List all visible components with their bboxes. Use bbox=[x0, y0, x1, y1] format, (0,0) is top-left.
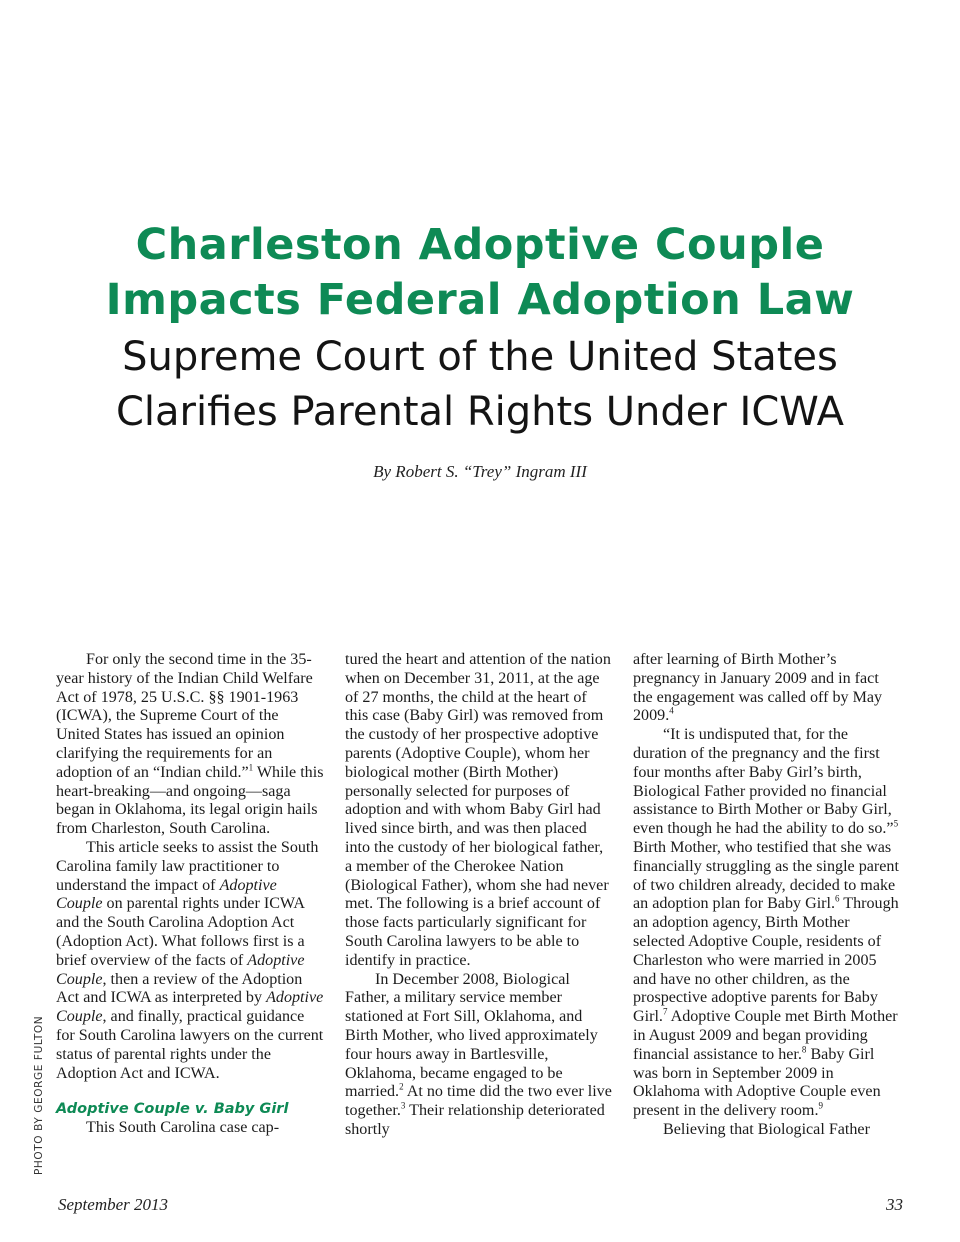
footnote-ref: 4 bbox=[669, 706, 674, 717]
text-run: , then a review of the Adoption Act and ICWA as interpreted by bbox=[56, 970, 303, 1007]
text-run: on parental rights under ICWA and the South Carolina Adoption Act (Adoption Act). What follows first is a brief overview of the facts of bbox=[56, 895, 305, 969]
paragraph bbox=[345, 971, 613, 1140]
text-run: , and finally, practical guidance for South Carolina lawyers on the current status of parental rights under the Adoption Act and ICWA. bbox=[56, 1008, 324, 1082]
footnote-ref: 7 bbox=[662, 1006, 668, 1017]
article-column-2 bbox=[345, 651, 613, 1140]
article-column-1 bbox=[56, 651, 324, 1138]
case-name: Adoptive Couple bbox=[56, 951, 305, 988]
text-run: “It is undisputed that, for the duration of the pregnancy and the first four months after Baby Girl’s birth, Biological Father provided no financial assistance to Birth Mother or Baby Girl, even though he had the ability to do so.” bbox=[633, 726, 894, 838]
subheadline-line-1: Supreme Court of the United States bbox=[122, 334, 838, 380]
text-run: While this heart-breaking—and ongoing—saga began in Oklahoma, its legal origin hails from Charleston, South Carolina. bbox=[56, 763, 324, 838]
text-run: This article seeks to assist the South Carolina family law practitioner to understand the impact of bbox=[56, 838, 319, 894]
footer-issue-date: September 2013 bbox=[58, 1195, 169, 1214]
headline-line-2: Impacts Federal Adoption Law bbox=[105, 275, 855, 325]
footnote-ref: 9 bbox=[818, 1100, 823, 1111]
article-column-3 bbox=[633, 651, 901, 1140]
footnote-ref: 5 bbox=[893, 818, 899, 829]
paragraph bbox=[56, 651, 324, 839]
text-run: At no time did the two ever live together. bbox=[345, 1083, 612, 1120]
text-run: In December 2008, Biological Father, a military service member stationed at Fort Sill, Oklahoma, and Birth Mother, who lived approximately four hours away in Bartlesville, Oklahoma, became engaged to be married. bbox=[345, 970, 598, 1101]
text-run: Birth Mother, who testified that she was financially struggling as the single parent of two children already, decided to make an adoption plan for Baby Girl. bbox=[633, 838, 899, 913]
case-name: Adoptive Couple bbox=[56, 989, 324, 1026]
paragraph bbox=[633, 726, 901, 1121]
headline-line-1: Charleston Adoptive Couple bbox=[135, 220, 825, 270]
paragraph bbox=[56, 839, 324, 1083]
footnote-ref: 8 bbox=[801, 1044, 807, 1055]
headline bbox=[0, 218, 960, 328]
paragraph: This South Carolina case cap- bbox=[86, 1119, 280, 1137]
case-name: Adoptive Couple bbox=[56, 876, 277, 913]
text-run: after learning of Birth Mother’s pregnancy in January 2009 and in fact the engagement was called off by May 2009. bbox=[633, 651, 883, 725]
footnote-ref: 1 bbox=[248, 762, 254, 773]
byline: By Robert S. “Trey” Ingram III bbox=[373, 462, 587, 481]
subheadline bbox=[0, 330, 960, 440]
footnote-ref: 3 bbox=[400, 1100, 406, 1111]
text-run: Their relationship deteriorated shortly bbox=[345, 1102, 605, 1138]
text-run: For only the second time in the 35-year history of the Indian Child Welfare Act of 1978, 25 U.S.C. §§ 1901-1963 (ICWA), the Supreme Court of the United States has issued an opinion clarifying the requirements for an adoption of an “Indian child.” bbox=[56, 651, 313, 781]
text-run: Adoptive Couple met Birth Mother in August 2009 and began providing financial assistance to her. bbox=[633, 1008, 898, 1063]
footnote-ref: 6 bbox=[835, 894, 840, 904]
paragraph: Believing that Biological Father bbox=[663, 1120, 870, 1138]
photo-credit: PHOTO BY GEORGE FULTON bbox=[33, 1015, 45, 1175]
text-run: Through an adoption agency, Birth Mother selected Adoptive Couple, residents of Charleston who were married in 2005 and have no other children, as the prospective adoptive parents for Baby Girl. bbox=[633, 895, 899, 1026]
paragraph bbox=[633, 651, 901, 726]
subheadline-line-2: Clarifies Parental Rights Under ICWA bbox=[116, 389, 844, 435]
page-number: 33 bbox=[886, 1195, 903, 1214]
text-run: Baby Girl was born in September 2009 in Oklahoma with Adoptive Couple even present in the delivery room. bbox=[633, 1045, 881, 1120]
section-heading: Adoptive Couple v. Baby Girl bbox=[56, 1101, 289, 1118]
footnote-ref: 2 bbox=[399, 1081, 404, 1092]
paragraph: tured the heart and attention of the nation when on December 31, 2011, at the age of 27 months, the child at the heart of this case (Baby Girl) was removed from the custody of her prospective adoptive parents (Adoptive Couple), whom her biological mother (Birth Mother) personally selected for purposes of adoption and with whom Baby Girl had lived since birth, and was then placed into the custody of her biological father, a member of the Cherokee Nation (Biological Father), whom she had never met. The following is a brief account of those facts particularly significant for South Carolina lawyers to be able to identify in practice. bbox=[345, 651, 611, 969]
